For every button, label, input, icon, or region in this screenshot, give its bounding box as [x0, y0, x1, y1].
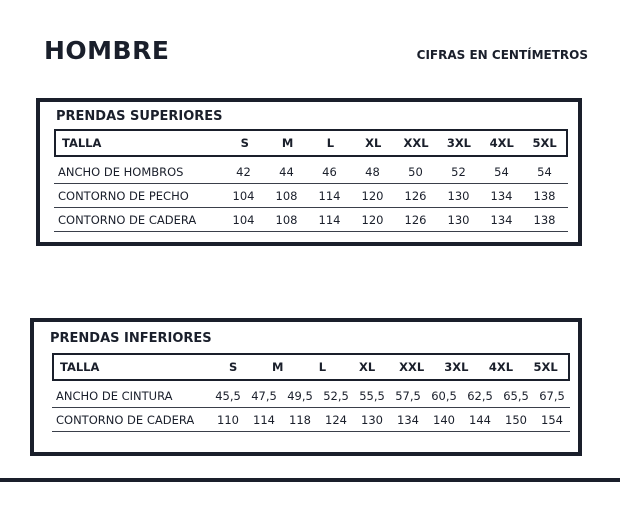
bottom-divider — [0, 478, 620, 482]
size-header-label: TALLA — [62, 136, 102, 150]
table-row — [52, 408, 570, 432]
size-header: S — [240, 136, 249, 150]
table-cell: 138 — [533, 212, 556, 227]
table-cell: 65,5 — [503, 388, 529, 403]
table-cell: 45,5 — [215, 388, 241, 403]
upper-table-title: PRENDAS SUPERIORES — [56, 109, 223, 124]
table-cell: 118 — [289, 412, 311, 427]
table-cell: 46 — [322, 164, 337, 179]
table-cell: 126 — [404, 188, 427, 203]
lower-garments-table — [30, 318, 582, 456]
table-cell: 42 — [236, 164, 251, 179]
size-header: XL — [358, 360, 376, 374]
size-header: 3XL — [444, 360, 469, 374]
table-cell: 110 — [217, 412, 239, 427]
table-cell: 104 — [232, 212, 255, 227]
table-cell: 126 — [404, 212, 427, 227]
size-header: M — [281, 136, 294, 150]
size-header: 3XL — [446, 136, 472, 150]
size-header: S — [228, 360, 238, 374]
size-header: 5XL — [532, 136, 557, 150]
table-cell: 120 — [361, 212, 384, 227]
size-header: 4XL — [488, 360, 514, 374]
row-label: CONTORNO DE PECHO — [58, 188, 189, 203]
table-row — [54, 184, 568, 208]
table-cell: 138 — [533, 188, 556, 203]
table-row — [54, 208, 568, 232]
table-cell: 54 — [494, 164, 509, 179]
size-header-label: TALLA — [60, 360, 100, 374]
upper-garments-table — [36, 98, 582, 246]
table-cell: 134 — [490, 188, 513, 203]
table-cell: 154 — [541, 412, 563, 427]
table-cell: 52 — [451, 164, 466, 179]
table-cell: 134 — [490, 212, 513, 227]
size-header: XXL — [403, 136, 429, 150]
size-header: XL — [365, 136, 382, 150]
table-cell: 130 — [447, 212, 470, 227]
size-header: L — [318, 360, 327, 374]
table-cell: 44 — [279, 164, 294, 179]
table-cell: 108 — [275, 212, 298, 227]
table-cell: 114 — [318, 188, 341, 203]
size-header: M — [272, 360, 284, 374]
table-cell: 150 — [505, 412, 527, 427]
lower-header-row — [52, 353, 570, 381]
table-cell: 57,5 — [395, 388, 421, 403]
table-cell: 54 — [537, 164, 552, 179]
table-cell: 120 — [361, 188, 384, 203]
table-cell: 104 — [232, 188, 255, 203]
table-cell: 134 — [397, 412, 419, 427]
table-cell: 108 — [275, 188, 298, 203]
row-label: ANCHO DE HOMBROS — [58, 164, 184, 179]
size-header: L — [326, 136, 335, 150]
table-row — [54, 160, 568, 184]
table-cell: 52,5 — [323, 388, 349, 403]
row-label: ANCHO DE CINTURA — [56, 388, 173, 403]
table-cell: 49,5 — [287, 388, 313, 403]
table-cell: 47,5 — [251, 388, 277, 403]
table-cell: 130 — [447, 188, 470, 203]
size-header: 4XL — [489, 136, 514, 150]
table-cell: 62,5 — [467, 388, 493, 403]
table-cell: 67,5 — [539, 388, 565, 403]
table-cell: 55,5 — [359, 388, 385, 403]
table-cell: 130 — [361, 412, 383, 427]
table-row — [52, 384, 570, 408]
table-cell: 114 — [253, 412, 275, 427]
size-header: 5XL — [533, 360, 558, 374]
size-header: XXL — [399, 360, 425, 374]
lower-table-title: PRENDAS INFERIORES — [50, 331, 212, 346]
table-cell: 114 — [318, 212, 341, 227]
table-cell: 144 — [469, 412, 491, 427]
page-title: HOMBRE — [44, 36, 170, 65]
row-label: CONTORNO DE CADERA — [58, 212, 197, 227]
table-cell: 140 — [433, 412, 455, 427]
row-label: CONTORNO DE CADERA — [56, 412, 195, 427]
upper-header-row — [54, 129, 568, 157]
units-note: CIFRAS EN CENTÍMETROS — [416, 48, 588, 62]
table-cell: 124 — [325, 412, 347, 427]
table-cell: 60,5 — [431, 388, 457, 403]
table-cell: 48 — [365, 164, 380, 179]
table-cell: 50 — [408, 164, 423, 179]
